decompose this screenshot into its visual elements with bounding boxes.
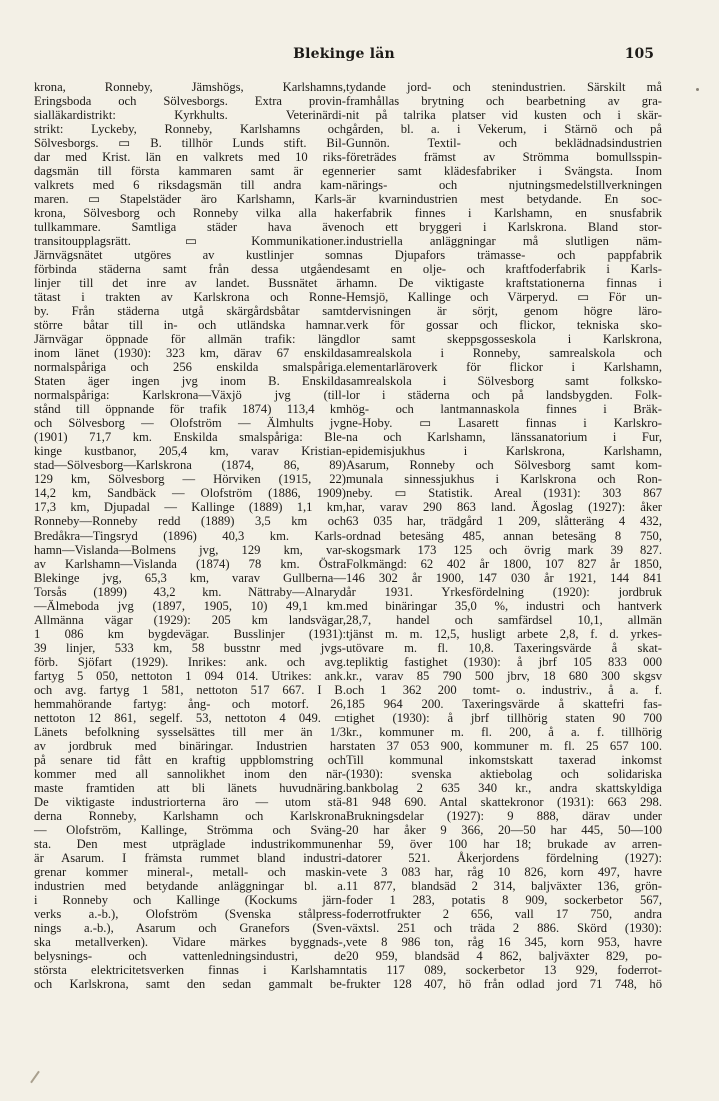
text-line: vete 3 083 har, råg 10 826, korn 497, havre: [346, 864, 662, 879]
text-line: nettoton 12 861, segelf. 53, nettoton 4 049. ▭: [34, 710, 346, 725]
text-line: sialläkardistrikt: Kyrkhults. Veterinärdi-: [34, 108, 346, 123]
text-line: har 59, över 100 har 18; brukade av arren-: [346, 836, 662, 851]
text-line: dar med Krist. län en valkrets med 10 riks-: [34, 150, 346, 165]
text-line: foder 1 283, potatis 8 909, sockerbetor 567,: [346, 892, 662, 907]
text-line: 129 km, Sölvesborg — Hörviken (1915, 22): [34, 472, 346, 487]
text-line: ne-Hoby. ▭ Lasarett finnas i Karlskro-: [346, 416, 662, 431]
text-line: normalspåriga: Karlskrona—Växjö jvg (till-: [34, 388, 346, 403]
text-line: framhållas brytning och bearbetning av gra-: [346, 94, 662, 109]
text-line: hög- och lantmannaskola finnes i Bräk-: [346, 402, 662, 417]
text-line: 185 964 200. Taxeringsvärde å skattefri fas-: [346, 696, 662, 711]
text-line: staten 37 053 900, kommuner m. fl. 25 657 100.: [346, 738, 662, 753]
text-line: hamn—Vislanda—Bolmens jvg, 129 km, var-: [34, 542, 346, 557]
text-line: inom länet (1930): 323 km, därav 67 enskilda: [34, 346, 346, 361]
text-line: nings a.-b.), Asarum och Granefors (Sven-: [34, 920, 346, 935]
text-line: ska metallverken). Vidare märkes byggnads-,: [34, 934, 346, 949]
text-line: Gunnön. Textil- och beklädnadsindustrien: [346, 136, 662, 151]
text-line: 17,3 km, Djupadal — Kallinge (1889) 1,1 km,: [34, 500, 346, 515]
text-line: Eringsboda och Sölvesborgs. Extra provin-: [34, 94, 346, 109]
text-line: elementarläroverk för flickor i Karlshamn,: [346, 360, 662, 375]
text-line: datorer 521. Åkerjordens fördelning (1927):: [346, 850, 662, 865]
text-line: år 1931. Yrkesfördelning (1920): jordbruk: [346, 584, 662, 599]
text-line: kinge kustbanor, 205,4 km, varav Kristian-: [34, 444, 346, 459]
scan-speck: [696, 88, 699, 91]
text-line: dervisningen är sörjt, genom högre läro-: [346, 304, 662, 319]
text-line: har, varav 290 863 land. Ägoslag (1927): åker: [346, 500, 662, 515]
text-line: 39 linjer, 533 km, 58 busstnr med jvgs-: [34, 640, 346, 655]
text-line: tydande jord- och stenindustrien. Särskilt må: [346, 80, 662, 94]
text-line: neby. ▭ Statistik. Areal (1931): 303 867: [346, 486, 662, 501]
text-line: är kvarnindustrien mest betydande. En soc-: [346, 192, 662, 207]
text-line: företrädes främst av Strömma bomullsspin-: [346, 150, 662, 165]
text-line: Asarum, Ronneby och Sölvesborg samt kom-: [346, 458, 662, 473]
text-line: Staten äger ingen jvg inom B. Enskilda: [34, 374, 346, 389]
text-line: hemmahörande fartyg: ång- och motorf. 26,: [34, 696, 346, 711]
text-line: i Ronneby och Kallinge (Kockums järn-: [34, 892, 346, 907]
text-line: kr., varav 85 790 500 jbrv, 18 680 300 skgsv: [346, 668, 662, 683]
text-line: samt en olje- och kraftfoderfabrik i Karls-: [346, 262, 662, 277]
text-line: linjer till det inre av landet. Bussnätet är: [34, 276, 346, 291]
text-line: tepliktig fastighet (1930): å jbrf 105 833 000: [346, 654, 662, 669]
text-line: tighet (1930): å jbrf tillhörig staten 90 700: [346, 710, 662, 725]
text-line: med binäringar 35,0 %, industri och hantverk: [346, 598, 662, 613]
text-line: är Asarum. I främsta rummet bland industri-: [34, 850, 346, 865]
text-line: största elektricitetsverken finnas i Karlshamn: [34, 962, 346, 977]
text-line: större båtar till in- och utländska hamnar.: [34, 318, 346, 333]
text-line: transitoupplagsrätt. ▭ Kommunikationer.: [34, 234, 346, 249]
text-line: na och Karlshamn, länssanatorium i Fur,: [346, 430, 662, 445]
text-line: 1 086 km bygdevägar. Busslinjer (1931):: [34, 626, 346, 641]
text-line: tatis 117 089, sockerbetor 13 929, foderrot-: [346, 962, 662, 977]
text-line: Folkmängd: 62 402 år 1800, 107 827 år 1850,: [346, 556, 662, 571]
text-line: Länets befolkning sysselsättes till mer än 1/3: [34, 724, 346, 739]
text-line: tjänst m. m. 12,5, husligt arbete 2,8, f. d. yrkes-: [346, 626, 662, 641]
text-line: Järnvägsnätet utgöres av kustlinjer som: [34, 248, 346, 263]
text-line: och ett bryggeri i Karlskrona. Bland stor-: [346, 220, 662, 235]
text-line: och avg. fartyg 1 581, nettoton 517 667. I B.: [34, 682, 346, 697]
text-line: gården, bl. a. i Vekerum, i Stärnö och på: [346, 122, 662, 137]
text-line: skogsmark 173 125 och övrig mark 39 827.: [346, 542, 662, 557]
text-line: 28,7, handel och samfärdsel 10,1, allmän: [346, 612, 662, 627]
running-head: Blekinge län: [293, 46, 395, 62]
text-line: på senare tid fått en kraftig uppblomstring och: [34, 752, 346, 767]
text-line: tätast i trakten av Karlskrona och Ronne-: [34, 290, 346, 305]
text-line: — Olofström, Kallinge, Strömma och Sväng-: [34, 822, 346, 837]
text-line: 20 959, blandsäd 4 862, baljväxter 829, po-: [346, 948, 662, 963]
text-line: (1901) 71,7 km. Enskilda smalspåriga: Ble-: [34, 430, 346, 445]
text-line: 14,2 km, Sandbäck — Olofström (1886, 1909): [34, 486, 346, 501]
text-line: Torsås (1899) 43,2 km. Nättraby—Alnaryd: [34, 584, 346, 599]
text-line: lor samt skeppsgosseskola i Karlskrona,: [346, 332, 662, 347]
text-line: belysnings- och vattenledningsindustri, de: [34, 948, 346, 963]
text-line: Järnvägar öppnade för allmän trafik: längd: [34, 332, 346, 347]
text-line: lor i städerna och på landsbygden. Folk-: [346, 388, 662, 403]
text-line: derna Ronneby, Karlshamn och Karlskrona: [34, 808, 346, 823]
text-line: växtsl. 251 och träda 2 886. Skörd (1930):: [346, 920, 662, 935]
text-line: Allmänna vägar (1929): 205 km landsvägar,: [34, 612, 346, 627]
text-line: fartyg 5 050, nettoton 1 094 014. Utrikes: ank.: [34, 668, 346, 683]
text-line: frukter 128 407, hö från odlad jord 71 748, hö: [346, 977, 662, 991]
text-line: 63 035 har, trädgård 1 209, slåtteräng 4 432,: [346, 514, 662, 529]
text-line: munala sinnessjukhus i Karlskrona och Ron-: [346, 472, 662, 487]
text-line: Bredåkra—Tingsryd (1896) 40,3 km. Karls-: [34, 528, 346, 543]
text-line: Sölvesborgs. ▭ B. tillhör Lunds stift. Bil-: [34, 136, 346, 151]
text-line: —Älmeboda jvg (1897, 1905, 10) 49,1 km.: [34, 598, 346, 613]
text-line: och Sölvesborg — Olofström — Älmhults jvg: [34, 416, 346, 431]
pencil-mark: [30, 1071, 40, 1084]
text-line: nerier samt klädesfabriker i Svängsta. Inom: [346, 164, 662, 179]
text-line: verks a.-b.), Olofström (Svenska stålpress-: [34, 906, 346, 921]
text-line: samrealskola i Ronneby, samrealskola och: [346, 346, 662, 361]
text-line: kr., kommuner m. fl. 200, å a. f. tillhörig: [346, 724, 662, 739]
text-line: verk för gossar och flickor, tekniska sko-: [346, 318, 662, 333]
text-line: kerfabrik finnes i Karlshamn, en snusfabrik: [346, 206, 662, 221]
text-line: förb. Sjöfart (1929). Inrikes: ank. och avg.: [34, 654, 346, 669]
text-line: nas Djupafors trämasse- och pappfabrik: [346, 248, 662, 263]
text-line: nit på talrika platser vid kusten och i skär-: [346, 108, 662, 123]
text-line: ordnad betesäng 485, annan betesäng 8 750,: [346, 528, 662, 543]
text-line: Till kommunal inkomstskatt taxerad inkomst: [346, 752, 662, 767]
text-line: by. Från städerna utgå skärgårdsbåtar samt: [34, 304, 346, 319]
page-header: [34, 46, 654, 68]
text-line: förbinda städerna samt från dessa utgående: [34, 262, 346, 277]
text-line: dagsmän till första kammaren samt är egen: [34, 164, 346, 179]
text-line: och Karlskrona, samt den sedan gammalt be-: [34, 977, 346, 991]
page-number: 105: [624, 46, 654, 62]
text-line: normalspåriga och 256 enskilda smalspåriga.: [34, 360, 346, 375]
text-line: 11 877, blandsäd 2 314, baljväxter 136, grön-: [346, 878, 662, 893]
text-line: och 1 362 200 tomt- o. industriv., å a. f.: [346, 682, 662, 697]
text-line: tullkammare. Samtliga städer hava även: [34, 220, 346, 235]
text-line: epidemisjukhus i Karlskrona, Karlshamn,: [346, 444, 662, 459]
text-line: maren. ▭ Stapelstäder äro Karlshamn, Karls-: [34, 192, 346, 207]
text-line: stad—Sölvesborg—Karlskrona (1874, 86, 89): [34, 458, 346, 473]
text-line: (1930): svenska aktiebolag och solidariska: [346, 766, 662, 781]
text-line: bankbolag 2 635 340 kr., andra skattskyldiga: [346, 780, 662, 795]
text-line: krona, Ronneby, Jämshögs, Karlshamns,: [34, 80, 346, 94]
text-line: utövare m. fl. 10,8. Taxeringsvärde å skat-: [346, 640, 662, 655]
text-line: maste framtiden att bli länets huvudnäring.: [34, 780, 346, 795]
text-line: Hemsjö, Kallinge och Värperyd. ▭ För un-: [346, 290, 662, 305]
text-line: industrien med betydande anläggningar bl. a.: [34, 878, 346, 893]
text-line: krona, Sölvesborg och Ronneby vilka alla ha: [34, 206, 346, 221]
text-line: av Karlshamn—Vislanda (1874) 78 km. Östra: [34, 556, 346, 571]
text-line: valkrets med 6 riksdagsmän till andra kam-: [34, 178, 346, 193]
text-line: industriella anläggningar må slutligen näm-: [346, 234, 662, 249]
text-line: stånd till öppnande för trafik 1874) 113,4 km: [34, 402, 346, 417]
text-line: Ronneby—Ronneby redd (1889) 3,5 km och: [34, 514, 346, 529]
text-line: sta. Den mest utpräglade industrikommunen: [34, 836, 346, 851]
text-line: strikt: Lyckeby, Ronneby, Karlshamns och: [34, 122, 346, 137]
text-line: av jordbruk med binäringar. Industrien har: [34, 738, 346, 753]
text-line: 20 har åker 9 366, 20—50 har 445, 50—100: [346, 822, 662, 837]
text-line: hamn. De viktigaste kraftstationerna finnas i: [346, 276, 662, 291]
text-line: samrealskola i Sölvesborg samt folksko-: [346, 374, 662, 389]
text-line: foderrotfrukter 2 656, vall 17 750, andra: [346, 906, 662, 921]
text-line: De viktigaste industriorterna äro — utom stä-: [34, 794, 346, 809]
text-line: 146 302 år 1900, 147 030 år 1921, 144 841: [346, 570, 662, 585]
text-line: närings- och njutningsmedelstillverkningen: [346, 178, 662, 193]
text-line: vete 8 986 ton, råg 16 345, korn 953, havre: [346, 934, 662, 949]
text-line: kommer med all sannolikhet inom den när-: [34, 766, 346, 781]
right-column: [346, 80, 662, 991]
text-line: Blekinge jvg, 65,3 km, varav Gullberna—: [34, 570, 346, 585]
left-column: [34, 80, 346, 991]
text-line: Brukningsdelar (1927): 9 888, därav under: [346, 808, 662, 823]
text-line: grenar kommer mineral-, metall- och maskin-: [34, 864, 346, 879]
text-line: 81 948 690. Antal skattekronor (1931): 663 298.: [346, 794, 662, 809]
